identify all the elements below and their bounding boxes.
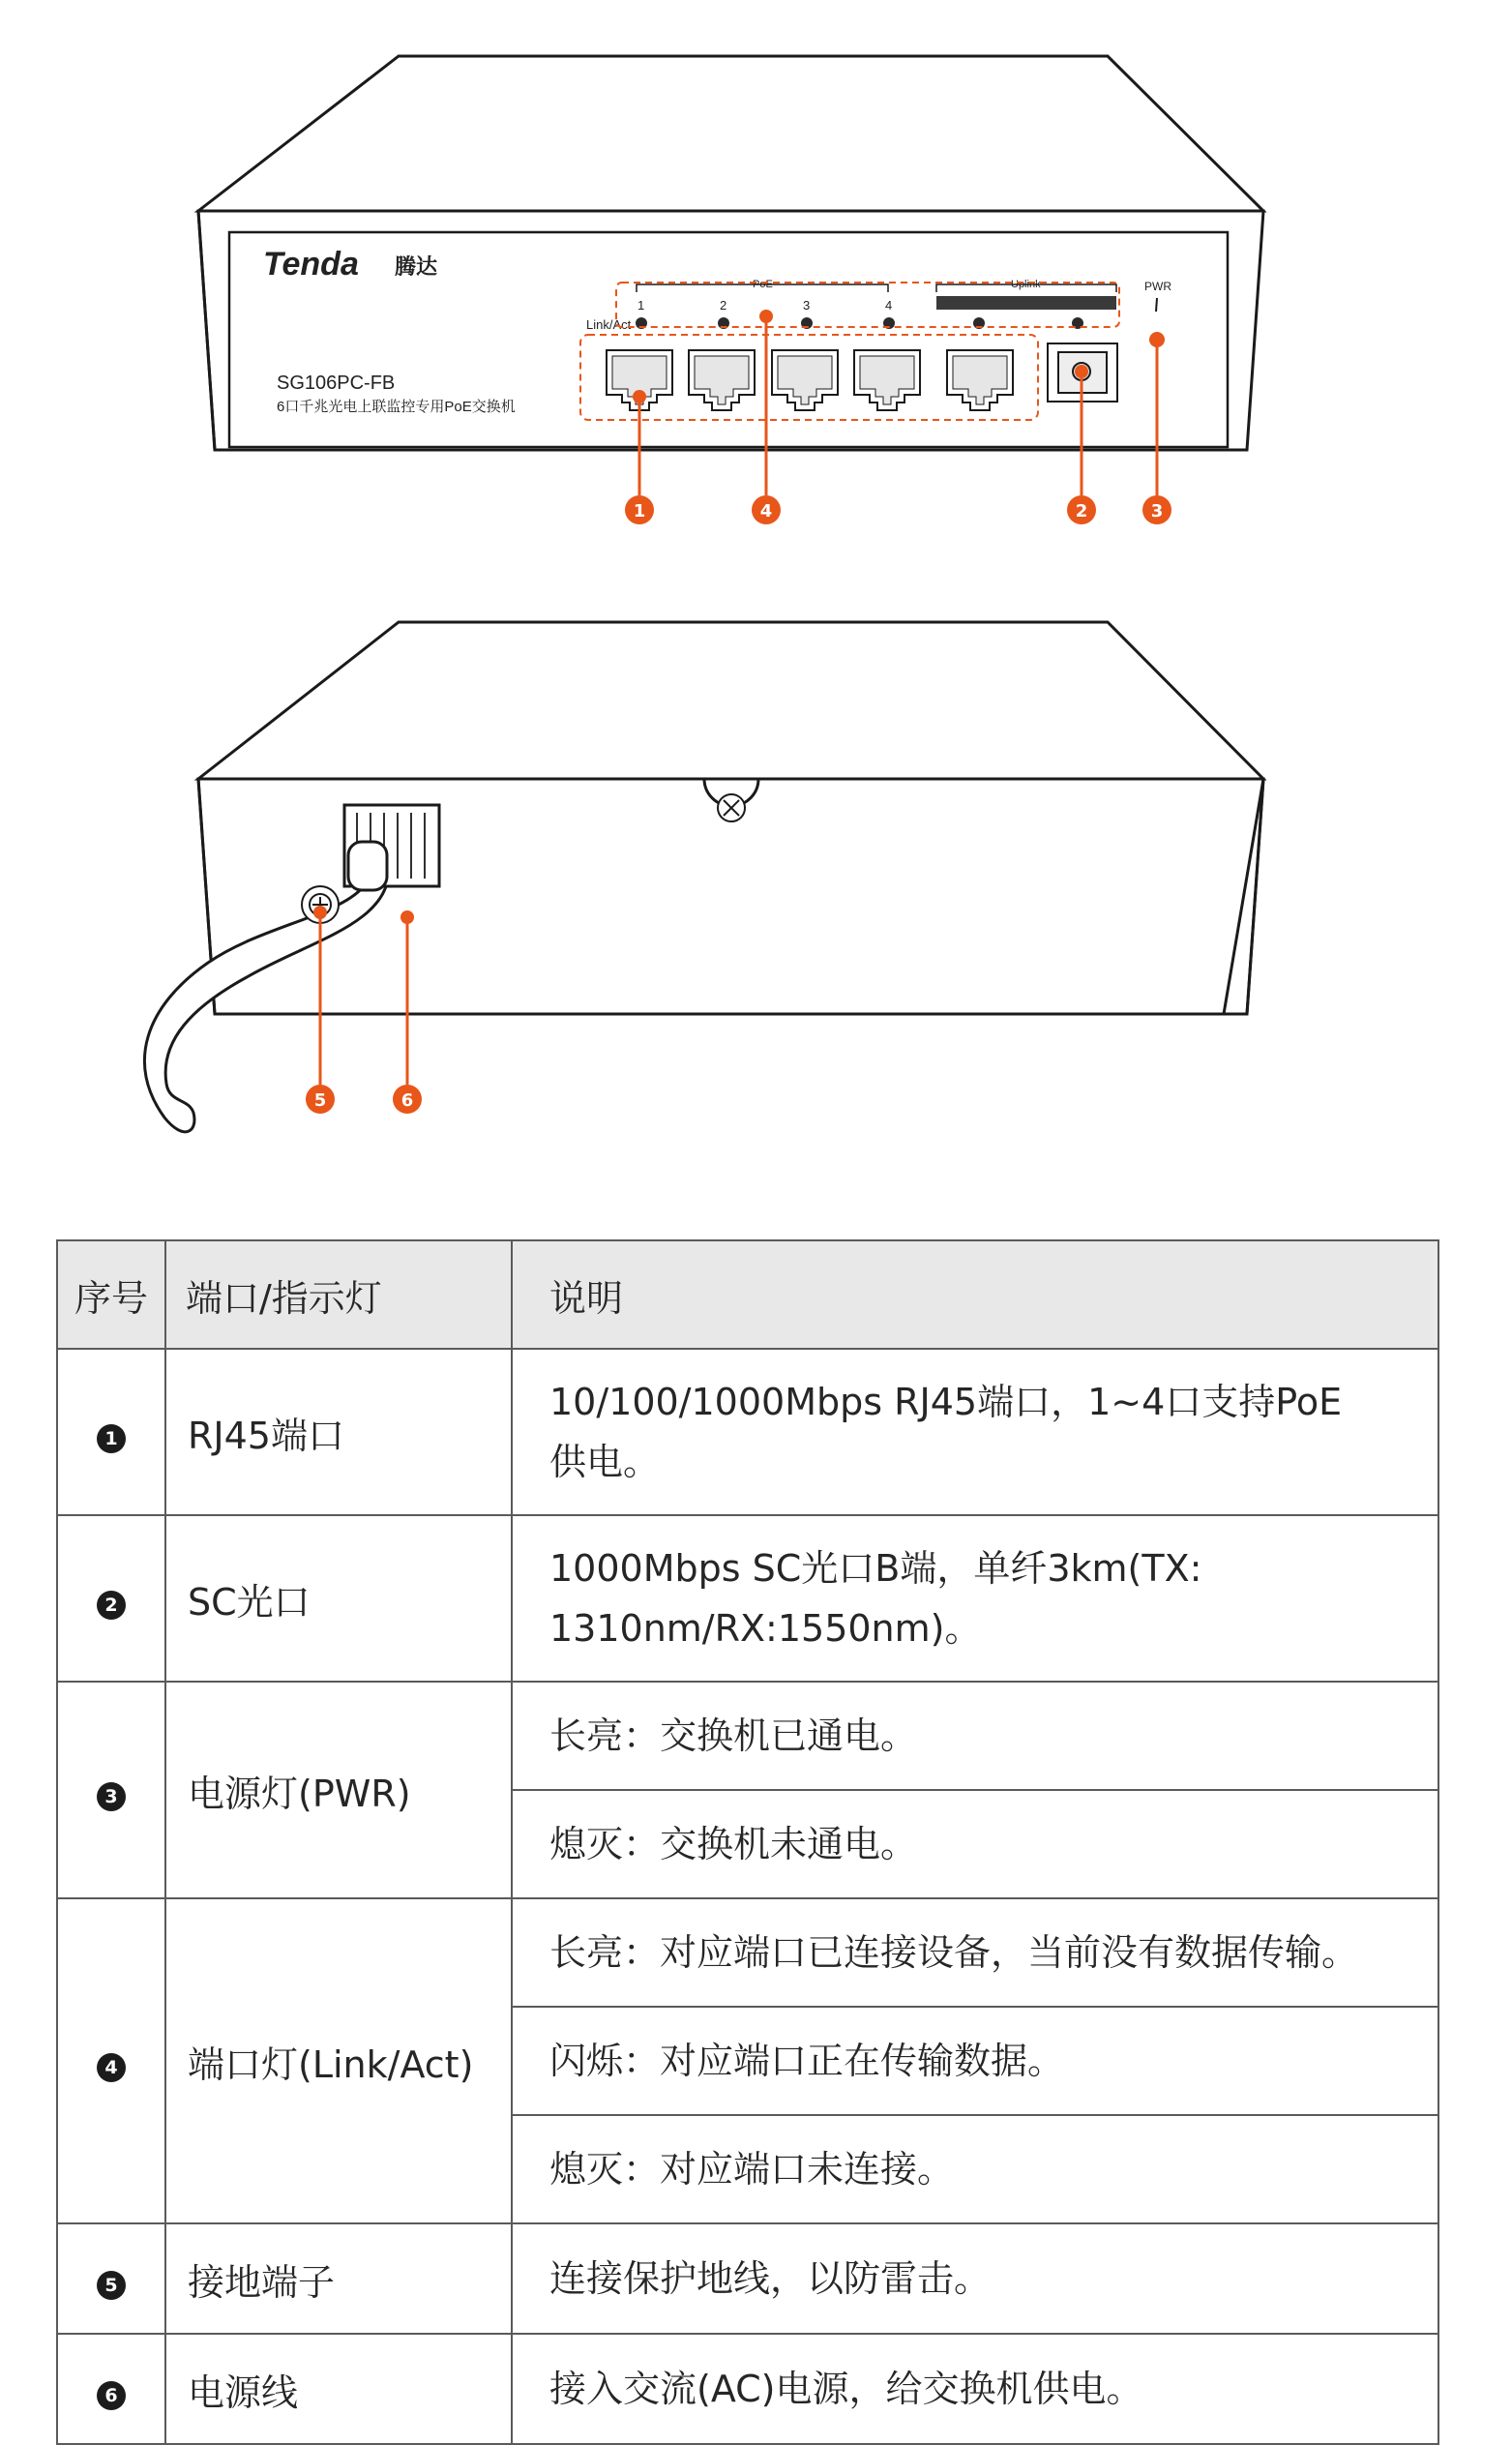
screw-icon <box>718 794 745 821</box>
indicator-state: 长亮：交换机已通电。 <box>512 1682 1438 1790</box>
row-number-badge: 6 <box>97 2381 126 2410</box>
indicator-state: 闪烁：对应端口正在传输数据。 <box>512 2007 1438 2115</box>
port-desc: 1000Mbps SC光口B端，单纤3km(TX: 1310nm/RX:1550nm)。 <box>512 1515 1438 1682</box>
port-name: 电源灯(PWR) <box>165 1682 512 1898</box>
svg-text:2: 2 <box>1075 501 1088 522</box>
header-desc: 说明 <box>512 1240 1438 1349</box>
model-description: 6口千兆光电上联监控专用PoE交换机 <box>277 399 516 415</box>
row-number-badge: 1 <box>97 1424 126 1453</box>
callout-badge-4 <box>752 495 781 524</box>
port-desc: 连接保护地线，以防雷击。 <box>512 2223 1438 2334</box>
table-header-row <box>57 1240 1438 1349</box>
poe-label: PoE <box>753 279 773 290</box>
table-row <box>57 2223 1438 2334</box>
table-row <box>57 2334 1438 2444</box>
port-desc: 10/100/1000Mbps RJ45端口，1~4口支持PoE 供电。 <box>512 1349 1438 1515</box>
port-num-3: 3 <box>803 298 811 313</box>
link-act-label: Link/Act <box>586 317 632 332</box>
device-illustrations <box>0 0 1512 1200</box>
port-desc: 接入交流(AC)电源，给交换机供电。 <box>512 2334 1438 2444</box>
port-name: RJ45端口 <box>165 1349 512 1515</box>
model-name: SG106PC-FB <box>277 373 396 394</box>
table-row <box>57 1898 1438 2007</box>
svg-text:5: 5 <box>313 1090 327 1111</box>
indicator-state: 熄灭：交换机未通电。 <box>512 1790 1438 1898</box>
row-number-badge: 3 <box>97 1782 126 1811</box>
callout-badge-5 <box>306 1085 335 1114</box>
table-row <box>57 1515 1438 1682</box>
brand-cn: 腾达 <box>395 254 438 279</box>
port-name: 接地端子 <box>165 2223 512 2334</box>
port-name: 端口灯(Link/Act) <box>165 1898 512 2223</box>
row-number-badge: 5 <box>97 2271 126 2300</box>
brand-logo: Tenda <box>263 246 359 283</box>
uplink-bar <box>936 296 1116 310</box>
indicator-state: 熄灭：对应端口未连接。 <box>512 2115 1438 2223</box>
port-indicator-table <box>56 1239 1439 2445</box>
callout-badge-3 <box>1142 495 1171 524</box>
row-number-badge: 2 <box>97 1591 126 1620</box>
header-port: 端口/指示灯 <box>165 1240 512 1349</box>
svg-text:1: 1 <box>633 501 646 522</box>
callout-badge-2 <box>1067 495 1096 524</box>
callout-badge-6 <box>393 1085 422 1114</box>
header-no: 序号 <box>57 1240 165 1349</box>
indicator-state: 长亮：对应端口已连接设备，当前没有数据传输。 <box>512 1898 1438 2007</box>
port-num-4: 4 <box>885 298 893 313</box>
port-name: 电源线 <box>165 2334 512 2444</box>
svg-text:4: 4 <box>759 501 773 522</box>
row-number-badge: 4 <box>97 2053 126 2082</box>
callout-badge-1 <box>625 495 654 524</box>
port-num-1: 1 <box>637 298 645 313</box>
pwr-label: PWR <box>1144 280 1171 293</box>
port-num-2: 2 <box>720 298 727 313</box>
svg-text:3: 3 <box>1150 501 1164 522</box>
table-row <box>57 1349 1438 1515</box>
svg-text:6: 6 <box>400 1090 414 1111</box>
table-row <box>57 1682 1438 1790</box>
uplink-label: Uplink <box>1011 279 1041 290</box>
port-name: SC光口 <box>165 1515 512 1682</box>
